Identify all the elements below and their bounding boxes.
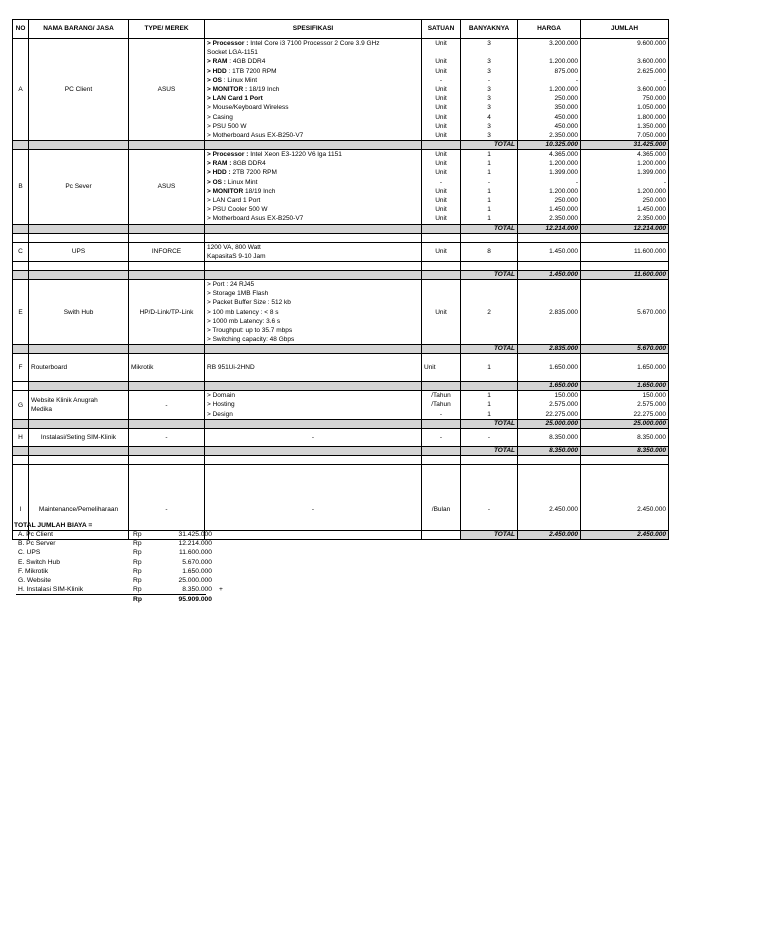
total-label: TOTAL (461, 446, 518, 455)
header-banyaknya: BANYAKNYA (461, 20, 518, 39)
section-c-total-row (13, 270, 669, 279)
section-e-brand: HP/D-Link/TP-Link (129, 279, 205, 344)
section-h-qty: - (461, 428, 518, 446)
section-e-price: 2.835.000 (518, 279, 581, 344)
section-g-name: Website Klinik Anugrah Medika (29, 391, 129, 420)
header-harga: HARGA (518, 20, 581, 39)
section-b-no: B (13, 150, 29, 225)
section-e-total-row (13, 345, 669, 354)
cost-table (12, 19, 669, 540)
section-g-brand: - (129, 391, 205, 420)
section-a-brand: ASUS (129, 39, 205, 141)
total-label: TOTAL (461, 224, 518, 233)
total-label: TOTAL (461, 419, 518, 428)
section-b-totals: 4.365.000 1.200.000 1.399.000 - 1.200.000 250.000 1.450.000 2.350.000 (581, 150, 669, 225)
section-e-unit: Unit (422, 279, 461, 344)
section-h-name: Instalasi/Seting SIM-Klinik (29, 428, 129, 446)
section-f-total-sum: 1.650.000 (581, 382, 669, 391)
summary-row: F. Mikrotik Rp 1.650.000 (18, 567, 212, 575)
section-i-name: Maintenance/Pemeliharaan (29, 464, 129, 522)
total-label: TOTAL (461, 141, 518, 150)
section-f-spec: RB 951Ui-2HND (205, 354, 422, 382)
total-label: TOTAL (461, 531, 518, 540)
summary-row: C. UPS Rp 11.600.000 (18, 549, 212, 557)
section-b-total-price: 12.214.000 (518, 224, 581, 233)
summary-title: TOTAL JUMLAH BIAYA = (14, 522, 93, 529)
section-a-total-row (13, 141, 669, 150)
spacer-row (13, 261, 669, 270)
section-b-brand: ASUS (129, 150, 205, 225)
section-i-row (13, 464, 669, 522)
section-f-brand: Mikrotik (129, 354, 205, 382)
plus-sign: + (219, 586, 223, 594)
summary-row: B. Pc Server Rp 12.214.000 (18, 540, 212, 548)
section-c-unit: Unit (422, 242, 461, 261)
section-a-units: Unit Unit Unit - Unit Unit Unit Unit Unit Unit (422, 39, 461, 141)
header-no: NO (13, 20, 29, 39)
section-c-total: 11.600.000 (581, 242, 669, 261)
section-e-total: 5.670.000 (581, 279, 669, 344)
section-i-spec: - (205, 464, 422, 522)
section-e-spec: > Port : 24 RJ45 > Storage 1MB Flash > Packet Buffer Size : 512 kb > 100 mb Latency : < 8 s > 1000 mb Latency: 3.6 s > Troughput: up to 35.7 mbps > Switching capacity: 48 Gbps (205, 279, 422, 344)
section-f-qty: 1 (461, 354, 518, 382)
total-label: TOTAL (461, 270, 518, 279)
section-g-total-row (13, 419, 669, 428)
header-satuan: SATUAN (422, 20, 461, 39)
summary-grand-total: Rp 95.909.000 (133, 596, 212, 604)
section-c-brand: INFORCE (129, 242, 205, 261)
section-i-total: 2.450.000 (581, 464, 669, 522)
section-f-total: 1.650.000 (581, 354, 669, 382)
header-type: TYPE/ MEREK (129, 20, 205, 39)
section-a-spec: > Processor : Intel Core i3 7100 Processor 2 Core 3.9 GHz Socket LGA-1151 > RAM : 4GB DDR4 > HDD : 1TB 7200 RPM > OS : Linux Mint > MONITOR : 18/19 Inch > LAN Card 1 Port > Mouse/Keyboard Wireless > Casing > PSU 500 W > Motherboard Asus EX-B250-V7 (205, 39, 422, 141)
section-a-total-price: 10.325.000 (518, 141, 581, 150)
section-i-unit: /Bulan (422, 464, 461, 522)
section-e-total-price: 2.835.000 (518, 345, 581, 354)
section-e-no: E (13, 279, 29, 344)
section-a-totals: 9.600.000 3.600.000 2.625.000 - 3.600.000 750.000 1.050.000 1.800.000 1.350.000 7.050.000 (581, 39, 669, 141)
section-c-row (13, 242, 669, 261)
section-c-price: 1.450.000 (518, 242, 581, 261)
section-a-name: PC Client (29, 39, 129, 141)
section-g-total-sum: 25.000.000 (581, 419, 669, 428)
section-a-row (13, 39, 669, 141)
section-g-spec: > Domain > Hosting > Design (205, 391, 422, 420)
section-c-spec: 1200 VA, 800 Watt KapasitaS 9-10 Jam (205, 242, 422, 261)
section-h-no: H (13, 428, 29, 446)
section-h-total-sum: 8.350.000 (581, 446, 669, 455)
section-c-name: UPS (29, 242, 129, 261)
section-f-no: F (13, 354, 29, 382)
section-h-brand: - (129, 428, 205, 446)
section-g-units: /Tahun /Tahun - (422, 391, 461, 420)
summary-row: E. Switch Hub Rp 5.670.000 (18, 558, 212, 566)
section-e-total-sum: 5.670.000 (581, 345, 669, 354)
section-f-total-price: 1.650.000 (518, 382, 581, 391)
section-f-name: Routerboard (29, 354, 129, 382)
section-i-qty: - (461, 464, 518, 522)
section-f-row (13, 354, 669, 382)
section-c-total-price: 1.450.000 (518, 270, 581, 279)
section-h-total-row (13, 446, 669, 455)
section-f-unit: Unit (422, 354, 461, 382)
header-spesifikasi: SPESIFIKASI (205, 20, 422, 39)
section-e-row (13, 279, 669, 344)
section-c-total-sum: 11.600.000 (581, 270, 669, 279)
section-a-prices: 3.200.000 1.200.000 875.000 - 1.200.000 250.000 350.000 450.000 450.000 2.350.000 (518, 39, 581, 141)
cost-summary (14, 521, 223, 605)
section-g-total-price: 25.000.000 (518, 419, 581, 428)
section-h-total-price: 8.350.000 (518, 446, 581, 455)
section-h-spec: - (205, 428, 422, 446)
section-i-no: I (13, 464, 29, 522)
section-c-qty: 8 (461, 242, 518, 261)
summary-row: G. Website Rp 25.000.000 (18, 576, 212, 584)
section-g-qtys: 1 1 1 (461, 391, 518, 420)
summary-row: H. Instalasi SIM-Klinik Rp 8.350.000 + (18, 586, 223, 594)
section-a-total-sum: 31.425.000 (581, 141, 669, 150)
section-c-no: C (13, 242, 29, 261)
section-i-total-price: 2.450.000 (518, 531, 581, 540)
section-h-row (13, 428, 669, 446)
section-g-row (13, 391, 669, 420)
section-g-no: G (13, 391, 29, 420)
section-a-no: A (13, 39, 29, 141)
section-e-name: Swith Hub (29, 279, 129, 344)
section-a-qtys: 3 3 3 - 3 3 3 4 3 3 (461, 39, 518, 141)
section-b-total-sum: 12.214.000 (581, 224, 669, 233)
spacer-row (13, 455, 669, 464)
section-h-unit: - (422, 428, 461, 446)
section-b-spec: > Processor : Intel Xeon E3-1220 V6 lga 1151 > RAM : 8GB DDR4 > HDD : 2TB 7200 RPM > OS : Linux Mint > MONITOR 18/19 Inch > LAN Card 1 Port > PSU Cooler 500 W > Motherboard Asus EX-B250-V7 (205, 150, 422, 225)
header-jumlah: JUMLAH (581, 20, 669, 39)
section-f-total-row (13, 382, 669, 391)
section-g-totals: 150.000 2.575.000 22.275.000 (581, 391, 669, 420)
section-e-qty: 2 (461, 279, 518, 344)
header-row (13, 20, 669, 39)
summary-row: A. Pc Client Rp 31.425.000 (18, 531, 212, 538)
section-b-total-row (13, 224, 669, 233)
section-i-brand: - (129, 464, 205, 522)
section-i-price: 2.450.000 (518, 464, 581, 522)
spacer-row (13, 233, 669, 242)
section-b-qtys: 1 1 1 - 1 1 1 1 (461, 150, 518, 225)
section-b-name: Pc Sever (29, 150, 129, 225)
section-b-row (13, 150, 669, 225)
header-nama: NAMA BARANG/ JASA (29, 20, 129, 39)
section-f-price: 1.650.000 (518, 354, 581, 382)
total-label: TOTAL (461, 345, 518, 354)
section-b-units: Unit Unit Unit - Unit Unit Unit Unit (422, 150, 461, 225)
section-i-total-sum: 2.450.000 (581, 531, 669, 540)
section-g-prices: 150.000 2.575.000 22.275.000 (518, 391, 581, 420)
section-h-price: 8.350.000 (518, 428, 581, 446)
section-h-total: 8.350.000 (581, 428, 669, 446)
section-b-prices: 4.365.000 1.200.000 1.399.000 - 1.200.000 250.000 1.450.000 2.350.000 (518, 150, 581, 225)
